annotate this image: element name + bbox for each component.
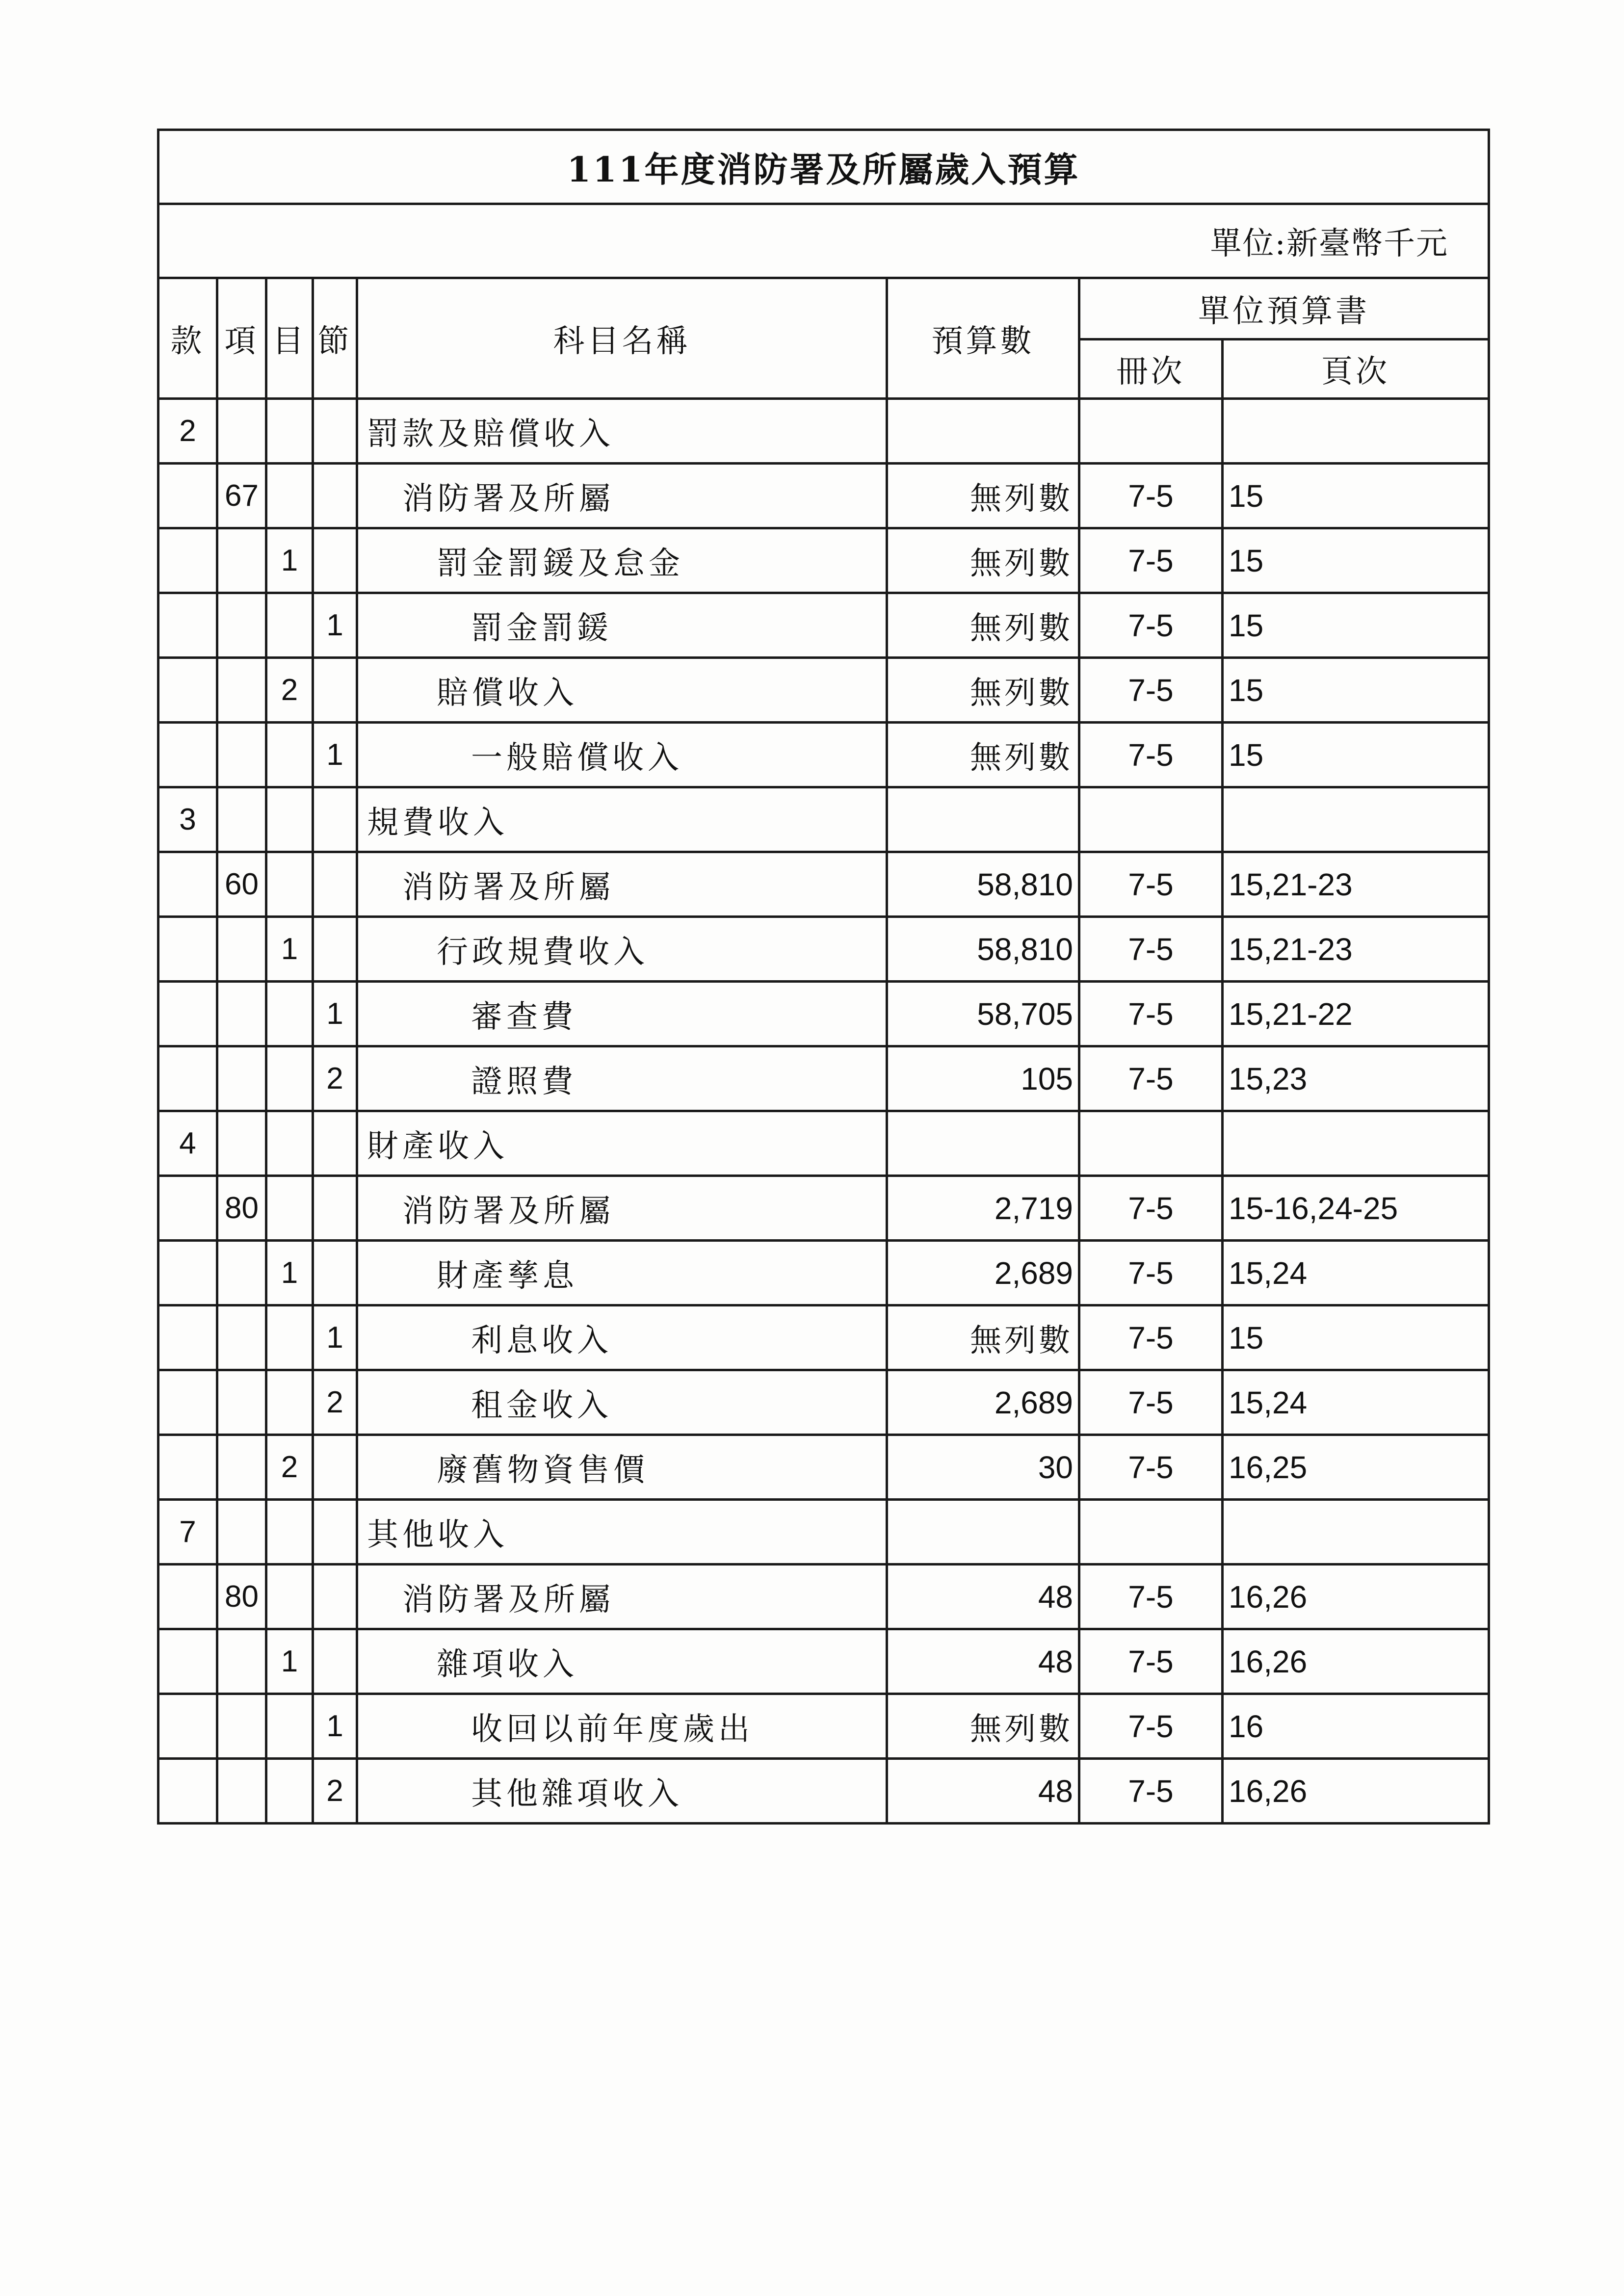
page-number: 15 xyxy=(1223,464,1489,528)
code-xiang xyxy=(217,399,266,464)
code-xiang xyxy=(217,1694,266,1759)
code-xiang xyxy=(217,917,266,982)
budget-amount xyxy=(887,399,1079,464)
budget-amount xyxy=(887,787,1079,852)
table-row xyxy=(158,917,1489,982)
code-mu xyxy=(266,1759,313,1824)
code-jie xyxy=(313,658,357,723)
header-kuan: 款 xyxy=(158,278,217,399)
code-kuan xyxy=(158,593,217,658)
code-kuan xyxy=(158,1241,217,1305)
page-number: 16,25 xyxy=(1223,1435,1489,1500)
volume-number: 7-5 xyxy=(1079,1694,1223,1759)
code-kuan xyxy=(158,852,217,917)
page-number: 16,26 xyxy=(1223,1759,1489,1824)
unit-label: 單位:新臺幣千元 xyxy=(158,204,1489,278)
table-row xyxy=(158,1176,1489,1241)
code-kuan xyxy=(158,982,217,1046)
volume-number xyxy=(1079,1500,1223,1565)
header-budget-book: 單位預算書 xyxy=(1079,278,1489,339)
item-name: 其他雜項收入 xyxy=(357,1759,887,1824)
code-jie xyxy=(313,399,357,464)
budget-amount: 無列數 xyxy=(887,464,1079,528)
item-name: 賠償收入 xyxy=(357,658,887,723)
budget-amount: 無列數 xyxy=(887,593,1079,658)
budget-amount: 48 xyxy=(887,1629,1079,1694)
page-number: 15 xyxy=(1223,723,1489,787)
code-jie xyxy=(313,787,357,852)
volume-number: 7-5 xyxy=(1079,723,1223,787)
code-mu xyxy=(266,1111,313,1176)
page-number: 15-16,24-25 xyxy=(1223,1176,1489,1241)
volume-number xyxy=(1079,1111,1223,1176)
code-mu xyxy=(266,1305,313,1370)
code-xiang xyxy=(217,593,266,658)
item-name: 財產收入 xyxy=(357,1111,887,1176)
header-xiang: 項 xyxy=(217,278,266,399)
page-number: 15,24 xyxy=(1223,1370,1489,1435)
code-xiang xyxy=(217,1629,266,1694)
header-page: 頁次 xyxy=(1223,339,1489,399)
code-kuan: 7 xyxy=(158,1500,217,1565)
code-xiang: 80 xyxy=(217,1176,266,1241)
code-xiang xyxy=(217,528,266,593)
code-kuan xyxy=(158,1565,217,1629)
table-row xyxy=(158,852,1489,917)
code-kuan xyxy=(158,1629,217,1694)
code-kuan xyxy=(158,1694,217,1759)
code-jie: 1 xyxy=(313,982,357,1046)
page-number xyxy=(1223,1500,1489,1565)
code-mu xyxy=(266,1500,313,1565)
code-mu xyxy=(266,787,313,852)
page-number xyxy=(1223,1111,1489,1176)
item-name: 罰款及賠償收入 xyxy=(357,399,887,464)
header-jie: 節 xyxy=(313,278,357,399)
header-amount: 預算數 xyxy=(887,278,1079,399)
budget-amount: 2,689 xyxy=(887,1370,1079,1435)
table-row xyxy=(158,1111,1489,1176)
code-jie: 1 xyxy=(313,593,357,658)
item-name: 消防署及所屬 xyxy=(357,852,887,917)
table-row xyxy=(158,1565,1489,1629)
budget-amount: 2,719 xyxy=(887,1176,1079,1241)
page-number: 15 xyxy=(1223,1305,1489,1370)
table-row xyxy=(158,1759,1489,1824)
volume-number: 7-5 xyxy=(1079,982,1223,1046)
code-kuan: 3 xyxy=(158,787,217,852)
page-number: 16,26 xyxy=(1223,1565,1489,1629)
code-kuan: 4 xyxy=(158,1111,217,1176)
budget-amount xyxy=(887,1500,1079,1565)
table-row xyxy=(158,1046,1489,1111)
code-xiang: 80 xyxy=(217,1565,266,1629)
item-name: 罰金罰鍰 xyxy=(357,593,887,658)
table-row xyxy=(158,1435,1489,1500)
table-row xyxy=(158,528,1489,593)
table-row xyxy=(158,658,1489,723)
code-mu xyxy=(266,593,313,658)
code-xiang: 67 xyxy=(217,464,266,528)
table-row xyxy=(158,723,1489,787)
code-jie xyxy=(313,528,357,593)
volume-number: 7-5 xyxy=(1079,464,1223,528)
code-mu: 1 xyxy=(266,1629,313,1694)
budget-amount: 58,705 xyxy=(887,982,1079,1046)
volume-number: 7-5 xyxy=(1079,1176,1223,1241)
item-name: 租金收入 xyxy=(357,1370,887,1435)
code-jie xyxy=(313,1111,357,1176)
code-mu xyxy=(266,1694,313,1759)
volume-number: 7-5 xyxy=(1079,852,1223,917)
item-name: 罰金罰鍰及怠金 xyxy=(357,528,887,593)
page-number: 15 xyxy=(1223,593,1489,658)
volume-number: 7-5 xyxy=(1079,1629,1223,1694)
item-name: 消防署及所屬 xyxy=(357,464,887,528)
code-kuan xyxy=(158,917,217,982)
code-xiang xyxy=(217,982,266,1046)
item-name: 證照費 xyxy=(357,1046,887,1111)
code-xiang xyxy=(217,1111,266,1176)
volume-number: 7-5 xyxy=(1079,593,1223,658)
code-kuan xyxy=(158,723,217,787)
code-mu xyxy=(266,399,313,464)
code-jie: 2 xyxy=(313,1046,357,1111)
code-xiang xyxy=(217,1759,266,1824)
table-row xyxy=(158,399,1489,464)
code-mu xyxy=(266,1176,313,1241)
item-name: 消防署及所屬 xyxy=(357,1565,887,1629)
table-row xyxy=(158,1305,1489,1370)
table-row xyxy=(158,787,1489,852)
page-number: 15,21-23 xyxy=(1223,852,1489,917)
code-mu xyxy=(266,723,313,787)
volume-number: 7-5 xyxy=(1079,1046,1223,1111)
page-number: 15,24 xyxy=(1223,1241,1489,1305)
code-mu: 2 xyxy=(266,1435,313,1500)
table-row xyxy=(158,1370,1489,1435)
budget-amount: 無列數 xyxy=(887,1694,1079,1759)
code-kuan xyxy=(158,464,217,528)
item-name: 其他收入 xyxy=(357,1500,887,1565)
code-mu: 1 xyxy=(266,1241,313,1305)
code-jie xyxy=(313,1241,357,1305)
code-jie: 2 xyxy=(313,1370,357,1435)
code-kuan xyxy=(158,658,217,723)
budget-amount: 2,689 xyxy=(887,1241,1079,1305)
volume-number: 7-5 xyxy=(1079,1759,1223,1824)
item-name: 審查費 xyxy=(357,982,887,1046)
code-jie: 2 xyxy=(313,1759,357,1824)
page-number: 15 xyxy=(1223,528,1489,593)
code-xiang xyxy=(217,1370,266,1435)
code-jie: 1 xyxy=(313,1305,357,1370)
budget-amount: 58,810 xyxy=(887,917,1079,982)
page-number: 15,21-23 xyxy=(1223,917,1489,982)
budget-amount: 48 xyxy=(887,1759,1079,1824)
table-row xyxy=(158,1241,1489,1305)
budget-amount: 48 xyxy=(887,1565,1079,1629)
code-xiang xyxy=(217,787,266,852)
code-kuan xyxy=(158,528,217,593)
volume-number: 7-5 xyxy=(1079,1565,1223,1629)
table-row xyxy=(158,593,1489,658)
code-xiang xyxy=(217,1046,266,1111)
code-jie xyxy=(313,1500,357,1565)
code-xiang xyxy=(217,1241,266,1305)
code-jie xyxy=(313,1176,357,1241)
volume-number: 7-5 xyxy=(1079,528,1223,593)
page-number xyxy=(1223,399,1489,464)
code-kuan xyxy=(158,1305,217,1370)
code-xiang xyxy=(217,1435,266,1500)
item-name: 雜項收入 xyxy=(357,1629,887,1694)
table-row xyxy=(158,1694,1489,1759)
page-number: 15,23 xyxy=(1223,1046,1489,1111)
item-name: 消防署及所屬 xyxy=(357,1176,887,1241)
code-mu: 2 xyxy=(266,658,313,723)
page-number: 15,21-22 xyxy=(1223,982,1489,1046)
code-kuan xyxy=(158,1046,217,1111)
code-mu: 1 xyxy=(266,917,313,982)
budget-amount: 30 xyxy=(887,1435,1079,1500)
code-mu xyxy=(266,982,313,1046)
page-number: 16,26 xyxy=(1223,1629,1489,1694)
code-mu xyxy=(266,852,313,917)
item-name: 行政規費收入 xyxy=(357,917,887,982)
code-xiang xyxy=(217,1305,266,1370)
page-number xyxy=(1223,787,1489,852)
code-xiang xyxy=(217,658,266,723)
code-jie xyxy=(313,917,357,982)
code-xiang: 60 xyxy=(217,852,266,917)
budget-amount xyxy=(887,1111,1079,1176)
volume-number xyxy=(1079,787,1223,852)
table-row xyxy=(158,464,1489,528)
budget-amount: 105 xyxy=(887,1046,1079,1111)
code-xiang xyxy=(217,1500,266,1565)
code-jie xyxy=(313,1629,357,1694)
code-kuan xyxy=(158,1435,217,1500)
table-row xyxy=(158,982,1489,1046)
volume-number: 7-5 xyxy=(1079,1435,1223,1500)
header-volume: 冊次 xyxy=(1079,339,1223,399)
volume-number: 7-5 xyxy=(1079,1370,1223,1435)
code-mu xyxy=(266,464,313,528)
code-kuan xyxy=(158,1176,217,1241)
page-number: 15 xyxy=(1223,658,1489,723)
volume-number: 7-5 xyxy=(1079,658,1223,723)
code-jie: 1 xyxy=(313,1694,357,1759)
budget-amount: 無列數 xyxy=(887,723,1079,787)
code-mu xyxy=(266,1046,313,1111)
code-jie xyxy=(313,852,357,917)
code-mu xyxy=(266,1370,313,1435)
budget-amount: 58,810 xyxy=(887,852,1079,917)
page-title: 111年度消防署及所屬歲入預算 xyxy=(158,130,1489,204)
code-kuan xyxy=(158,1370,217,1435)
item-name: 廢舊物資售價 xyxy=(357,1435,887,1500)
item-name: 收回以前年度歲出 xyxy=(357,1694,887,1759)
budget-amount: 無列數 xyxy=(887,1305,1079,1370)
code-jie xyxy=(313,1435,357,1500)
table-row xyxy=(158,1500,1489,1565)
code-jie xyxy=(313,464,357,528)
header-item-name: 科目名稱 xyxy=(357,278,887,399)
item-name: 財產孳息 xyxy=(357,1241,887,1305)
code-jie xyxy=(313,1565,357,1629)
volume-number: 7-5 xyxy=(1079,917,1223,982)
code-jie: 1 xyxy=(313,723,357,787)
table-body xyxy=(158,399,1489,1824)
code-kuan xyxy=(158,1759,217,1824)
budget-amount: 無列數 xyxy=(887,658,1079,723)
table-row xyxy=(158,1629,1489,1694)
header-mu: 目 xyxy=(266,278,313,399)
volume-number: 7-5 xyxy=(1079,1305,1223,1370)
item-name: 一般賠償收入 xyxy=(357,723,887,787)
volume-number: 7-5 xyxy=(1079,1241,1223,1305)
code-xiang xyxy=(217,723,266,787)
revenue-budget-table xyxy=(157,129,1490,1825)
item-name: 規費收入 xyxy=(357,787,887,852)
code-mu: 1 xyxy=(266,528,313,593)
volume-number xyxy=(1079,399,1223,464)
page-number: 16 xyxy=(1223,1694,1489,1759)
budget-amount: 無列數 xyxy=(887,528,1079,593)
item-name: 利息收入 xyxy=(357,1305,887,1370)
code-mu xyxy=(266,1565,313,1629)
code-kuan: 2 xyxy=(158,399,217,464)
